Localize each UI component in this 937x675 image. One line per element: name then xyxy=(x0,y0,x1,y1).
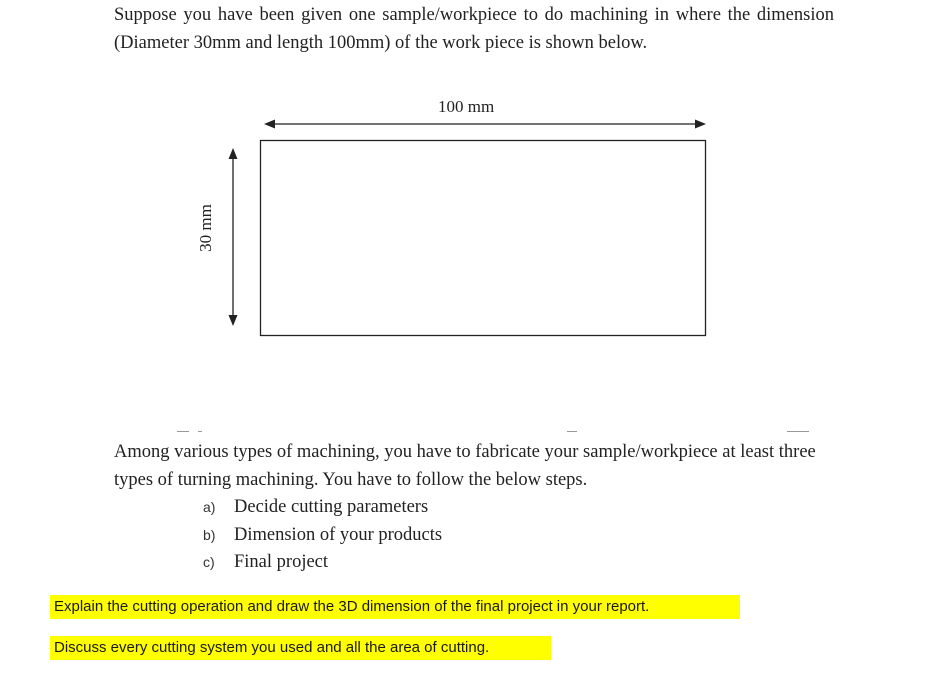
step-text: Decide cutting parameters xyxy=(234,497,429,517)
scan-artifact xyxy=(177,431,189,432)
length-label: 100 mm xyxy=(438,97,495,116)
step-marker: a) xyxy=(203,499,216,515)
diameter-arrowhead-top xyxy=(229,148,238,159)
step-text: Dimension of your products xyxy=(234,524,443,545)
scan-artifact xyxy=(567,431,577,432)
scan-artifact xyxy=(198,431,202,432)
intro-paragraph: Suppose you have been given one sample/workpiece to do machining in where the dimension (Diameter 30mm and length 100mm) of the work piece is shown below. xyxy=(114,5,834,53)
list-item xyxy=(203,522,442,550)
scan-artifact xyxy=(787,431,809,432)
diameter-label: 30 mm xyxy=(196,204,215,252)
length-arrowhead-left xyxy=(264,120,275,129)
length-arrowhead-right xyxy=(695,120,706,129)
step-text: Final project xyxy=(234,552,329,572)
step-marker: b) xyxy=(203,526,216,543)
list-item xyxy=(203,494,442,522)
highlighted-note-cutting: Discuss every cutting system you used and all the area of cutting. xyxy=(50,636,551,660)
list-item xyxy=(203,549,442,577)
steps-list xyxy=(203,494,442,577)
highlighted-note-report: Explain the cutting operation and draw the 3D dimension of the final project in your report. xyxy=(50,595,740,619)
workpiece-outline xyxy=(261,141,706,336)
step-marker: c) xyxy=(203,554,215,570)
instructions-paragraph: Among various types of machining, you have to fabricate your sample/workpiece at least three types of turning machining. You have to follow the below steps. xyxy=(114,442,816,490)
diameter-arrowhead-bottom xyxy=(229,315,238,326)
